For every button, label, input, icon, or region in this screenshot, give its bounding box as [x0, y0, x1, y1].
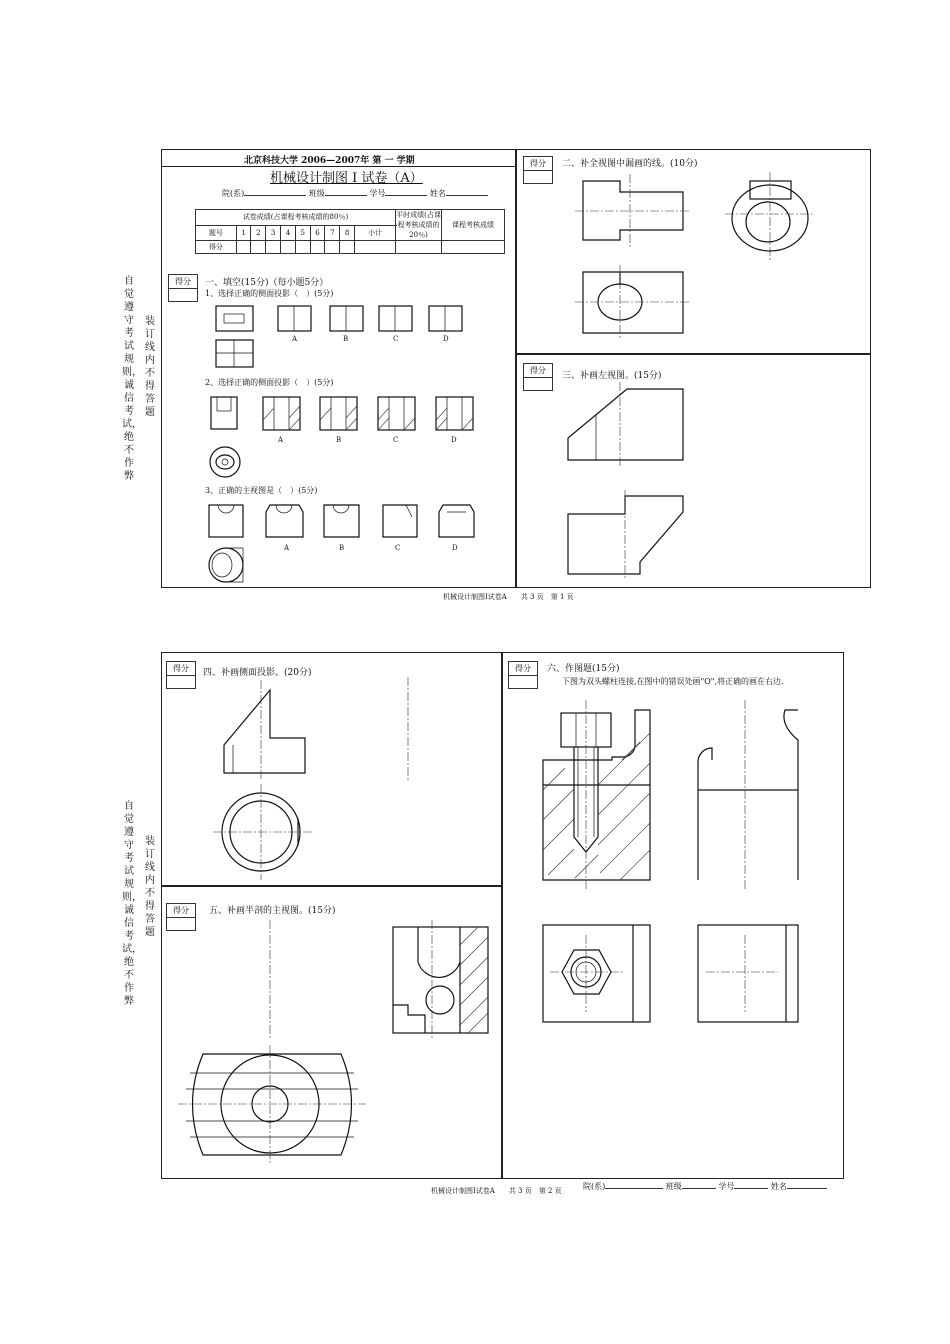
q1-sub1: 1、选择正确的侧面投影（ ）(5分) [205, 289, 334, 298]
q1-sub2: 2、选择正确的侧面投影（ ）(5分) [205, 378, 334, 387]
q6-title: 六、作图题(15分) [547, 664, 620, 674]
q4-title: 四、补画侧面投影。(20分) [203, 668, 312, 678]
q1-title: 一、填空(15分)（每小题5分） [205, 278, 329, 288]
subtotal-header: 小计 [355, 225, 396, 241]
q1-sub3-option-a[interactable]: A [284, 544, 290, 552]
q-number: 8 [340, 225, 355, 241]
grade-caption: 试卷成绩(占课程考核成绩的80％) [196, 210, 396, 226]
side-text-outer-p2: 自觉遵守考试规则，诚信考试，绝不作弊 [122, 801, 142, 1007]
class-label: 班级 [308, 189, 325, 198]
q-number: 4 [281, 225, 296, 241]
q1-sub3-option-c[interactable]: C [395, 544, 401, 552]
page2-student-info [583, 1181, 827, 1192]
sid-label: 学号 [369, 189, 386, 198]
q1-sub2-option-a[interactable]: A [278, 436, 284, 444]
q1-sub1-option-a[interactable]: A [292, 335, 298, 343]
row-label-score: 得分 [196, 241, 237, 254]
q1-sub3-option-d[interactable]: D [452, 544, 458, 552]
q1-sub1-option-c[interactable]: C [393, 335, 399, 343]
score-label: 得分 [509, 662, 537, 676]
q1-sub3-option-b[interactable]: B [339, 544, 345, 552]
q1-sub1-option-d[interactable]: D [443, 335, 449, 343]
q-number: 6 [310, 225, 325, 241]
score-label: 得分 [167, 904, 195, 918]
dept-label: 院(系) [583, 1182, 606, 1191]
class-label: 班级 [665, 1182, 682, 1191]
score-label: 得分 [169, 275, 197, 289]
university-title: 北京科技大学 2006—2007年 第 一 学期 [244, 156, 415, 166]
q6-description: 下图为双头螺柱连接,在图中的错误处画"O",将正确的画在右边. [562, 677, 784, 686]
q1-sub2-option-d[interactable]: D [451, 436, 457, 444]
sid-label: 学号 [718, 1182, 735, 1191]
side-text-inner-p2: 装订线内不得答题 [145, 836, 155, 938]
usual-score-header: 平时成绩(占课程考核成绩的20％) [396, 211, 441, 239]
page2-footer: 机械设计制图I试卷A 共 3 页 第 2 页 [431, 1187, 562, 1195]
q1-sub1-option-b[interactable]: B [343, 335, 349, 343]
score-label: 得分 [524, 364, 552, 378]
q-number: 7 [325, 225, 340, 241]
name-label: 姓名 [770, 1182, 787, 1191]
q5-title: 五、补画半剖的主视图。(15分) [209, 906, 336, 916]
q-number: 2 [251, 225, 266, 241]
score-label: 得分 [524, 157, 552, 171]
q1-sub2-option-c[interactable]: C [393, 436, 399, 444]
q1-sub3: 3、正确的主视图是（ ）(5分) [205, 486, 318, 495]
q2-title: 二、补全视图中漏画的线。(10分) [562, 159, 698, 169]
q1-sub2-option-b[interactable]: B [336, 436, 342, 444]
course-score-header: 课程考核成绩 [442, 210, 505, 241]
q-number: 5 [295, 225, 310, 241]
score-label: 得分 [167, 662, 195, 676]
q-number: 3 [266, 225, 281, 241]
exam-title: 机械设计制图 I 试卷（A） [270, 171, 423, 186]
q3-title: 三、补画左视图。(15分) [562, 371, 662, 381]
side-text-inner: 装订线内不得答题 [145, 316, 155, 418]
dept-label: 院(系) [222, 189, 245, 198]
page1-footer: 机械设计制图I试卷A 共 3 页 第 1 页 [443, 593, 574, 601]
q-number: 1 [236, 225, 251, 241]
row-label-number: 题号 [196, 225, 237, 241]
name-label: 姓名 [429, 189, 446, 198]
side-text-outer: 自觉遵守考试规则，诚信考试，绝不作弊 [122, 276, 142, 482]
